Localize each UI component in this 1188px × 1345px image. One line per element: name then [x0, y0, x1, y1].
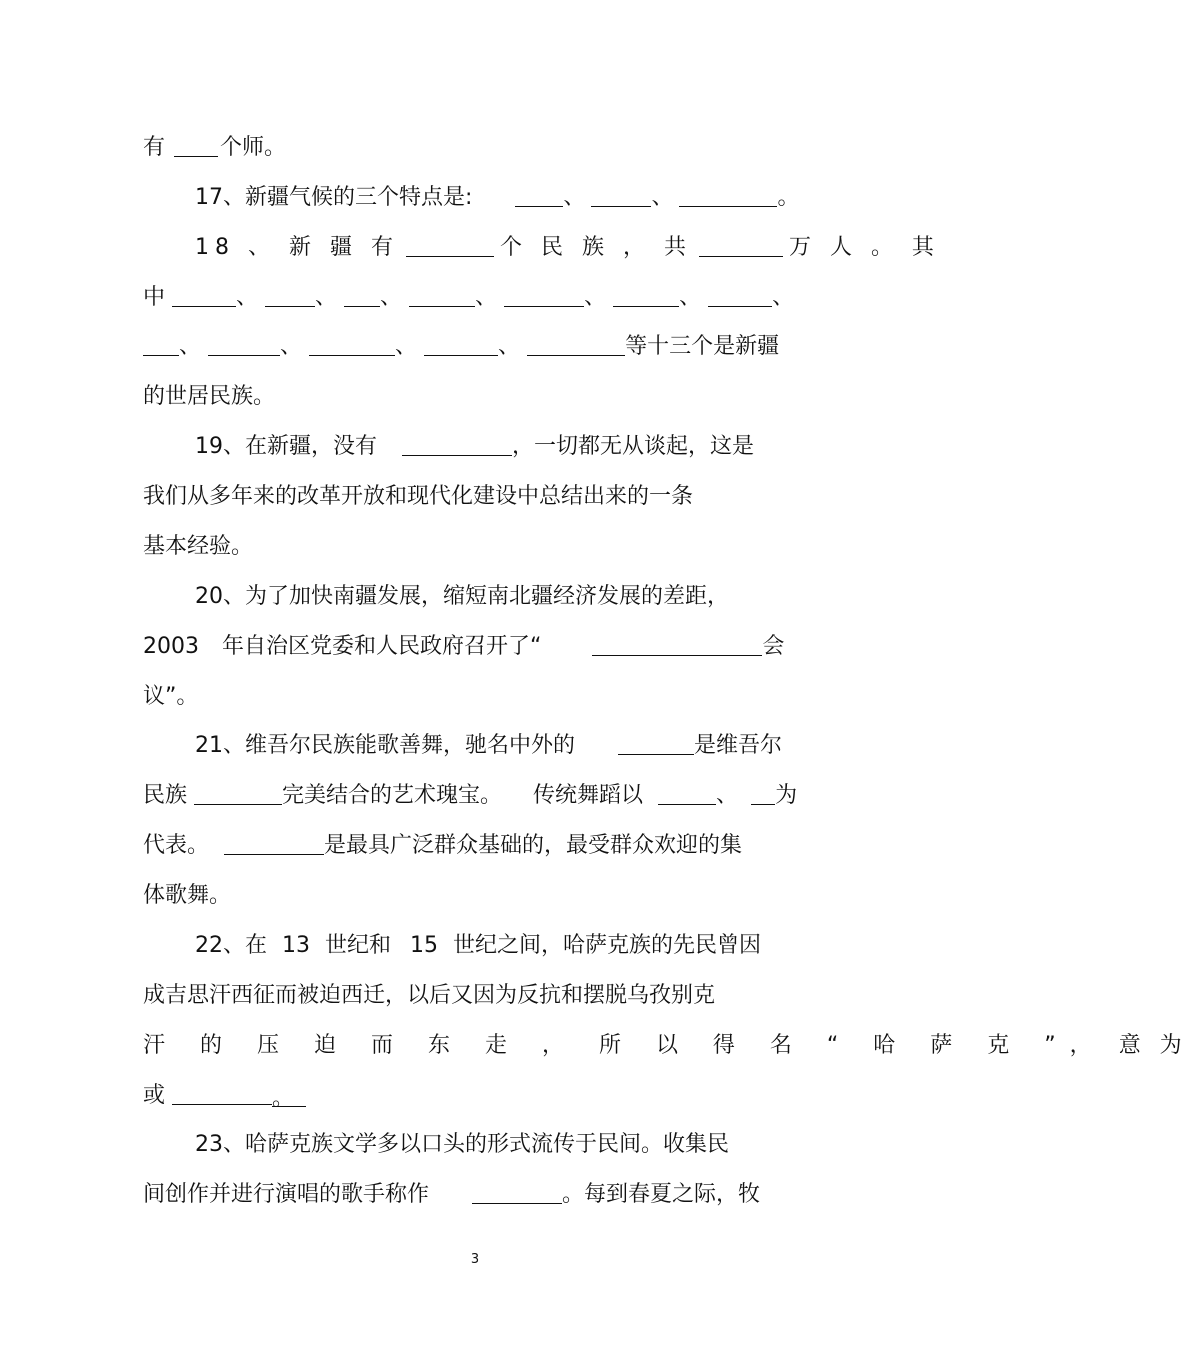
fill-blank [613, 284, 679, 307]
text: 。 [777, 185, 800, 210]
text: 13 [282, 933, 310, 958]
fill-blank [174, 134, 218, 157]
text: 世纪和 [325, 933, 392, 958]
fill-blank [143, 333, 179, 356]
text: 、 [563, 185, 586, 210]
fill-blank [679, 184, 777, 207]
text: 个师。 [220, 135, 287, 160]
text: 世纪之间，哈萨克族的先民曾因 [453, 933, 762, 958]
fill-blank [527, 333, 625, 356]
text: 。每到春夏之际，牧 [562, 1182, 761, 1207]
text: 、 [236, 285, 259, 310]
text: 是维吾尔 [694, 733, 783, 758]
fill-blank [172, 1082, 272, 1105]
text: 等十三个是新疆 [625, 334, 780, 359]
text: 、 [584, 285, 607, 310]
text: 、 [498, 334, 521, 359]
text: 23、哈萨克族文学多以口头的形式流传于民间。收集民 [195, 1132, 729, 1157]
question-18 [195, 233, 940, 263]
text: 会 [762, 634, 785, 659]
text: 基本经验。 [143, 534, 254, 559]
text: 汗 的 压 迫 而 东 走 ， 所 以 得 名 “ 哈 萨 克 ”， [143, 1033, 1106, 1058]
text-line [143, 1031, 1188, 1061]
text: 、 [716, 783, 739, 808]
fill-blank [224, 832, 324, 855]
text: 年自治区党委和人民政府召开了“ [222, 634, 542, 659]
text: 、 [651, 185, 674, 210]
text: 或 [143, 1083, 166, 1108]
text-line [143, 981, 715, 1011]
text: 20、为了加快南疆发展，缩短南北疆经济发展的差距， [195, 584, 729, 609]
text: 、 [315, 285, 338, 310]
text-line [143, 482, 693, 512]
text: 有 [143, 135, 166, 160]
text: 民族 [143, 783, 188, 808]
question-19 [195, 432, 754, 462]
fill-blank [424, 333, 498, 356]
text: 18 、 新 疆 有 [195, 235, 399, 260]
text: 是最具广泛群众基础的，最受群众欢迎的集 [324, 833, 743, 858]
text: 17、新疆气候的三个特点是: [195, 185, 473, 210]
fill-blank [515, 184, 563, 207]
text: ，一切都无从谈起，这是 [512, 434, 755, 459]
question-17 [195, 183, 799, 213]
text: 传统舞蹈以 [533, 783, 644, 808]
text-line [143, 881, 231, 911]
text: 万 人 。 其 [788, 235, 940, 260]
text: 个 民 族 ， 共 [499, 235, 692, 260]
fill-blank [472, 1181, 562, 1204]
text: 成吉思汗西征而被迫西迁，以后又因为反抗和摆脱乌孜别克 [143, 983, 716, 1008]
text: 我们从多年来的改革开放和现代化建设中总结出来的一条 [143, 484, 694, 509]
text: 、 [179, 334, 202, 359]
fill-blank [265, 284, 315, 307]
text-line [143, 781, 797, 811]
question-22 [195, 931, 761, 961]
fill-blank [208, 333, 280, 356]
fill-blank [708, 284, 772, 307]
fill-blank [402, 433, 512, 456]
text: 19、在新疆，没有 [195, 434, 377, 459]
fill-blank [344, 284, 380, 307]
text: 议”。 [143, 684, 199, 709]
text: 完美结合的艺术瑰宝。 [282, 783, 503, 808]
fill-blank [592, 633, 762, 656]
fill-blank [172, 284, 236, 307]
fill-blank [406, 234, 494, 257]
text-line [143, 682, 198, 712]
text: 15 [410, 933, 439, 958]
text: 、 [772, 285, 795, 310]
text-line [143, 133, 286, 163]
fill-blank [504, 284, 584, 307]
page-number: 3 [470, 1252, 480, 1267]
text: 。 [272, 1084, 306, 1107]
text: 意 为 [1118, 1033, 1188, 1058]
text: 体歌舞。 [143, 883, 232, 908]
text-line [143, 1180, 760, 1210]
text: 为 [775, 783, 798, 808]
text-line [143, 1081, 306, 1111]
fill-blank [194, 782, 282, 805]
fill-blank [658, 782, 716, 805]
text: 代表。 [143, 833, 210, 858]
fill-blank [699, 234, 783, 257]
text: 、 [475, 285, 498, 310]
text: 、 [395, 334, 418, 359]
question-21 [195, 731, 782, 761]
text: 中 [143, 285, 166, 310]
fill-blank [309, 333, 395, 356]
text-line [143, 632, 784, 662]
question-20 [195, 582, 729, 612]
text-line [143, 831, 742, 861]
text: 22、在 [195, 933, 267, 958]
text: 间创作并进行演唱的歌手称作 [143, 1182, 430, 1207]
text-line [143, 532, 253, 562]
fill-blank [751, 782, 775, 805]
text: 2003 [143, 634, 199, 659]
text-line [143, 332, 779, 362]
fill-blank [409, 284, 475, 307]
text-line [143, 283, 794, 313]
text-line [143, 382, 275, 412]
text: 、 [280, 334, 303, 359]
fill-blank [618, 732, 694, 755]
text: 、 [380, 285, 403, 310]
question-23 [195, 1130, 729, 1160]
text: 、 [679, 285, 702, 310]
text: 21、维吾尔民族能歌善舞，驰名中外的 [195, 733, 575, 758]
text: 的世居民族。 [143, 384, 276, 409]
fill-blank [591, 184, 651, 207]
